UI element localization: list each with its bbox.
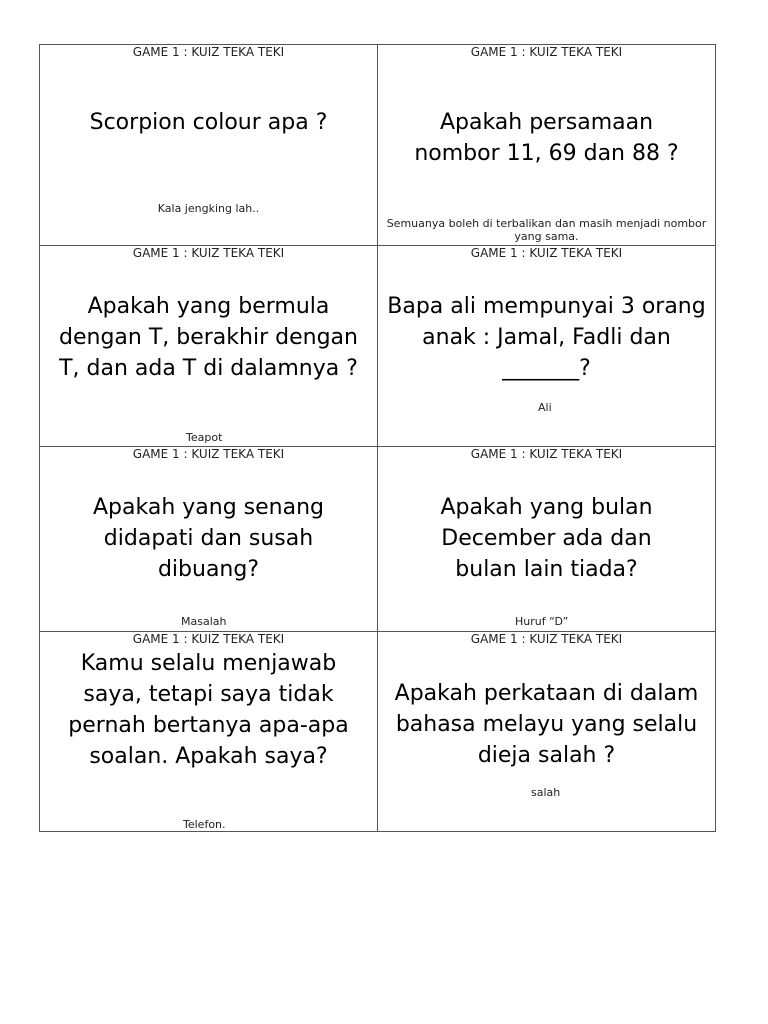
- card-question: Apakah yang bulan December ada dan bulan lain tiada?: [440, 495, 653, 582]
- card-question: Apakah yang bermula dengan T, berakhir dengan T, dan ada T di dalamnya ?: [59, 294, 358, 381]
- riddle-card: [378, 632, 716, 832]
- card-answer: Telefon.: [183, 818, 226, 831]
- riddle-card: [40, 632, 378, 832]
- riddle-card: [40, 45, 378, 246]
- card-header: GAME 1 : KUIZ TEKA TEKI: [470, 45, 623, 59]
- riddle-card: [40, 246, 378, 447]
- card-row: [40, 45, 716, 246]
- riddle-card-grid: [39, 44, 716, 832]
- card-answer: Semuanya boleh di terbalikan dan masih menjadi nombor yang sama.: [386, 217, 707, 243]
- card-answer: Masalah: [181, 615, 227, 628]
- card-question: Apakah perkataan di dalam bahasa melayu yang selalu dieja salah ?: [394, 681, 699, 768]
- riddle-card: [40, 447, 378, 632]
- card-question: Apakah yang senang didapati dan susah dibuang?: [93, 495, 324, 582]
- card-header: GAME 1 : KUIZ TEKA TEKI: [470, 246, 623, 260]
- card-question: Scorpion colour apa ?: [89, 110, 328, 135]
- card-question: Kamu selalu menjawab saya, tetapi saya tidak pernah bertanya apa-apa soalan. Apakah saya?: [68, 651, 349, 769]
- card-answer: Huruf “D”: [515, 615, 569, 628]
- card-header: GAME 1 : KUIZ TEKA TEKI: [470, 447, 623, 461]
- card-header: GAME 1 : KUIZ TEKA TEKI: [132, 246, 285, 260]
- card-row: [40, 246, 716, 447]
- card-answer: Ali: [538, 401, 552, 414]
- card-answer: salah: [531, 786, 561, 799]
- card-answer: Kala jengking lah..: [157, 202, 260, 215]
- riddle-card: [378, 447, 716, 632]
- card-header: GAME 1 : KUIZ TEKA TEKI: [470, 632, 623, 646]
- card-header: GAME 1 : KUIZ TEKA TEKI: [132, 632, 285, 646]
- card-question: Bapa ali mempunyai 3 orang anak : Jamal, Fadli dan _______?: [387, 294, 706, 381]
- card-header: GAME 1 : KUIZ TEKA TEKI: [132, 447, 285, 461]
- card-row: [40, 632, 716, 832]
- card-header: GAME 1 : KUIZ TEKA TEKI: [132, 45, 285, 59]
- riddle-card: [378, 45, 716, 246]
- riddle-card: [378, 246, 716, 447]
- card-answer: Teapot: [186, 431, 223, 444]
- card-question: Apakah persamaan nombor 11, 69 dan 88 ?: [414, 110, 679, 166]
- card-row: [40, 447, 716, 632]
